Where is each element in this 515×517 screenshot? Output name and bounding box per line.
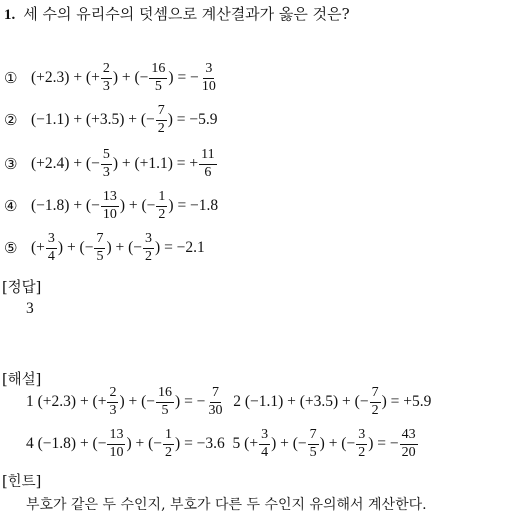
fraction-numerator: 3	[46, 232, 57, 249]
choice-number: ②	[4, 111, 18, 130]
fraction-numerator: 11	[199, 148, 216, 165]
fraction	[370, 386, 381, 418]
expression-text: ) = −	[168, 69, 199, 87]
fraction-numerator: 16	[149, 62, 167, 79]
question-text: 세 수의 유리수의 덧셈으로 계산결과가 옳은 것은?	[23, 5, 350, 23]
expression-text: (−1.8) + (−	[31, 197, 100, 215]
fraction-numerator: 7	[308, 428, 319, 445]
fraction	[199, 148, 216, 180]
fraction-numerator: 7	[210, 386, 221, 403]
fraction	[308, 428, 319, 460]
fraction-numerator: 3	[143, 232, 154, 249]
fraction-denominator: 10	[102, 206, 117, 222]
fraction-denominator: 5	[161, 402, 169, 418]
fraction	[101, 190, 119, 222]
fraction-denominator: 4	[47, 248, 55, 264]
fraction	[156, 104, 167, 136]
fraction-numerator: 5	[101, 148, 112, 165]
expression-text: 2 (−1.1) + (+3.5) + (−	[225, 393, 369, 411]
fraction-numerator: 2	[107, 386, 118, 403]
fraction	[149, 62, 167, 94]
fraction	[46, 232, 57, 264]
fraction	[101, 148, 112, 180]
fraction-denominator: 20	[401, 444, 416, 460]
fraction	[107, 428, 125, 460]
expression-text: (−1.1) + (+3.5) + (−	[31, 111, 155, 129]
hint-text: 부호가 같은 두 수인지, 부호가 다른 두 수인지 유의해서 계산한다.	[26, 497, 427, 513]
fraction	[156, 386, 174, 418]
fraction	[163, 428, 174, 460]
fraction-denominator: 6	[204, 164, 212, 180]
expression-text: ) = −5.9	[167, 111, 218, 129]
fraction-denominator: 3	[102, 78, 110, 94]
fraction-denominator: 30	[208, 402, 223, 418]
fraction-numerator: 1	[163, 428, 174, 445]
fraction-numerator: 3	[259, 428, 270, 445]
expression-text: ) + (−	[119, 197, 156, 215]
expression-text: 4 (−1.8) + (−	[26, 435, 107, 453]
fraction-denominator: 2	[145, 248, 153, 264]
fraction-denominator: 5	[154, 78, 162, 94]
fraction	[206, 386, 224, 418]
fraction-denominator: 5	[96, 248, 104, 264]
fraction-numerator: 3	[203, 62, 214, 79]
hint-label: [힌트]	[2, 474, 42, 490]
choice-number: ③	[4, 155, 18, 174]
explanation-line-2	[26, 428, 419, 460]
fraction-numerator: 2	[101, 62, 112, 79]
expression-text: ) + (−	[119, 393, 156, 411]
fraction	[400, 428, 418, 460]
expression-text: ) + (−	[106, 239, 143, 257]
fraction-numerator: 1	[156, 190, 167, 207]
expression-text: ) + (−	[126, 435, 163, 453]
expression-text: ) = −	[368, 435, 399, 453]
fraction	[356, 428, 367, 460]
expression-text: (+	[31, 239, 45, 257]
fraction-denominator: 3	[102, 164, 110, 180]
fraction-denominator: 10	[201, 78, 216, 94]
expression-text: ) + (+1.1) = +	[112, 155, 199, 173]
choice-number: ④	[4, 197, 18, 216]
expression-text: ) + (−	[112, 69, 149, 87]
expression-text: ) + (−	[271, 435, 307, 453]
choice-number: ⑤	[4, 239, 18, 258]
expression-text: (+2.3) + (+	[31, 69, 100, 87]
expression-text: ) = −2.1	[155, 239, 205, 257]
explanation-label: [해설]	[2, 372, 42, 388]
fraction-denominator: 4	[261, 444, 269, 460]
fraction-numerator: 7	[370, 386, 381, 403]
fraction	[94, 232, 105, 264]
expression-text: ) = −1.8	[168, 197, 219, 215]
fraction	[156, 190, 167, 222]
expression-text: ) + (−	[57, 239, 94, 257]
choice-1[interactable]	[4, 62, 219, 94]
fraction	[200, 62, 218, 94]
choice-2[interactable]	[4, 104, 218, 136]
fraction-numerator: 13	[107, 428, 125, 445]
answer-value: 3	[26, 300, 34, 317]
choice-3[interactable]	[4, 148, 218, 180]
answer-label: [정답]	[2, 280, 42, 296]
fraction	[101, 62, 112, 94]
question	[4, 3, 350, 24]
choice-5[interactable]	[4, 232, 205, 264]
expression-text: (+2.4) + (−	[31, 155, 100, 173]
fraction-denominator: 2	[165, 444, 173, 460]
fraction-denominator: 2	[371, 402, 379, 418]
fraction-numerator: 13	[101, 190, 119, 207]
explanation-line-1	[26, 386, 431, 418]
expression-text: ) = −	[175, 393, 206, 411]
fraction-numerator: 16	[156, 386, 174, 403]
fraction-denominator: 2	[358, 444, 366, 460]
fraction-numerator: 43	[400, 428, 418, 445]
expression-text: ) = +5.9	[381, 393, 432, 411]
fraction-numerator: 3	[356, 428, 367, 445]
fraction-denominator: 2	[157, 120, 165, 136]
fraction-denominator: 2	[158, 206, 166, 222]
question-number: 1.	[4, 7, 16, 23]
fraction-denominator: 3	[109, 402, 117, 418]
fraction-numerator: 7	[94, 232, 105, 249]
choice-4[interactable]	[4, 190, 218, 222]
expression-text: 1 (+2.3) + (+	[26, 393, 107, 411]
expression-text: ) = −3.6 5 (+	[175, 435, 259, 453]
fraction-numerator: 7	[156, 104, 167, 121]
fraction-denominator: 10	[109, 444, 124, 460]
expression-text: ) + (−	[319, 435, 356, 453]
fraction	[143, 232, 154, 264]
fraction-denominator: 5	[309, 444, 317, 460]
fraction	[259, 428, 270, 460]
choice-number: ①	[4, 69, 18, 88]
fraction	[107, 386, 118, 418]
